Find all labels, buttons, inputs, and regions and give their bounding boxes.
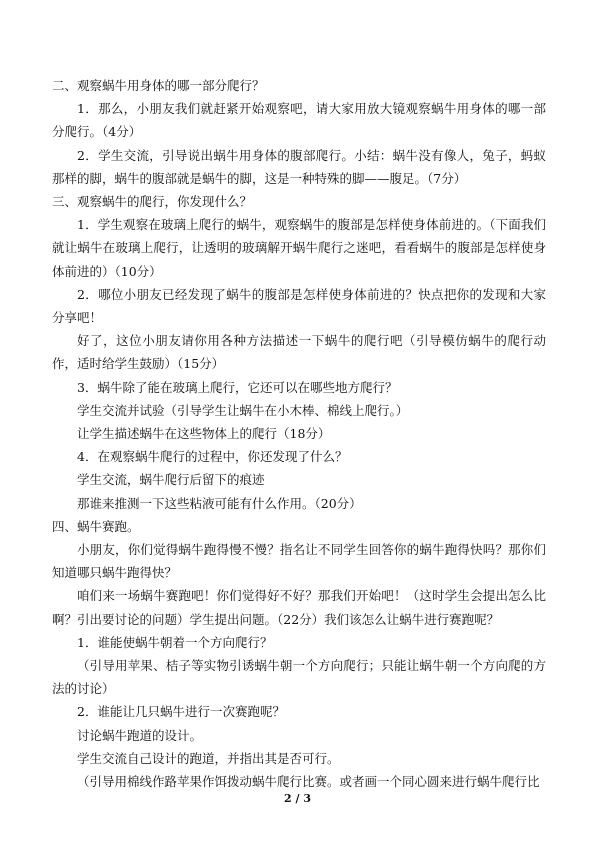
section-heading-3: 三、观察蜗牛的爬行，你发现什么？	[52, 194, 253, 210]
paragraph: 让学生描述蜗牛在这些物体上的爬行（18分）	[77, 426, 331, 442]
paragraph: 好了，这位小朋友请你用各种方法描述一下蜗牛的爬行吧（引导模仿蜗牛的爬行动作，适时给学生鼓励）（15分）	[52, 333, 546, 372]
paragraph: 1．那么，小朋友我们就赶紧开始观察吧，请大家用放大镜观察蜗牛用身体的哪一部分爬行。（4分）	[52, 101, 546, 140]
paragraph: 4．在观察蜗牛爬行的过程中，你还发现了什么？	[77, 449, 348, 465]
paragraph: 3．蜗牛除了能在玻璃上爬行，它还可以在哪些地方爬行？	[77, 379, 398, 395]
section-heading-4: 四、蜗牛赛跑。	[52, 518, 140, 534]
paragraph: 学生交流并试验（引导学生让蜗牛在小木棒、棉线上爬行。）	[77, 402, 409, 418]
paragraph: 那谁来推测一下这些粘液可能有什么作用。（20分）	[77, 495, 362, 511]
section-heading-2: 二、观察蜗牛用身体的哪一部分爬行？	[52, 78, 265, 93]
paragraph: 2．哪位小朋友已经发现了蜗牛的腹部是怎样使身体前进的？快点把你的发现和大家分享吧！	[52, 286, 546, 326]
document-body	[52, 74, 546, 793]
paragraph: （引导用棉线作路苹果作饵拨动蜗牛爬行比赛。或者画一个同心圆来进行蜗牛爬行比	[77, 774, 540, 790]
paragraph: 2．学生交流，引导说出蜗牛用身体的腹部爬行。小结：蜗牛没有像人，兔子，蚂蚁那样的脚，蜗牛的腹部就是蜗牛的脚，这是一种特殊的脚——腹足。（7分）	[52, 147, 546, 186]
paragraph: 1．谁能使蜗牛朝着一个方向爬行？	[77, 634, 273, 650]
paragraph: 学生交流，蜗牛爬行后留下的痕迹	[77, 472, 265, 488]
paragraph: 小朋友，你们觉得蜗牛跑得慢不慢？指名让不同学生回答你的蜗牛跑得快吗？那你们知道哪只蜗牛跑得快？	[52, 542, 546, 581]
paragraph: 2．谁能让几只蜗牛进行一次赛跑呢？	[77, 704, 285, 720]
paragraph: 1．学生观察在玻璃上爬行的蜗牛，观察蜗牛的腹部是怎样使身体前进的。（下面我们就让蜗牛在玻璃上爬行，让透明的玻璃解开蜗牛爬行之迷吧，看看蜗牛的腹部是怎样使身体前进的）（10分）	[52, 217, 546, 279]
paragraph: 咱们来一场蜗牛赛跑吧！你们觉得好不好？那我们开始吧！（这时学生会提出怎么比啊？引出要讨论的问题）学生提出问题。（22分）我们该怎么让蜗牛进行赛跑呢？	[52, 588, 546, 627]
paragraph: 讨论蜗牛跑道的设计。	[77, 727, 203, 743]
page-number: 2 / 3	[284, 792, 311, 805]
paragraph: 学生交流自己设计的跑道，并指出其是否可行。	[77, 750, 340, 766]
paragraph: （引导用苹果、桔子等实物引诱蜗牛朝一个方向爬行；只能让蜗牛朝一个方向爬的方法的讨论）	[52, 658, 546, 697]
